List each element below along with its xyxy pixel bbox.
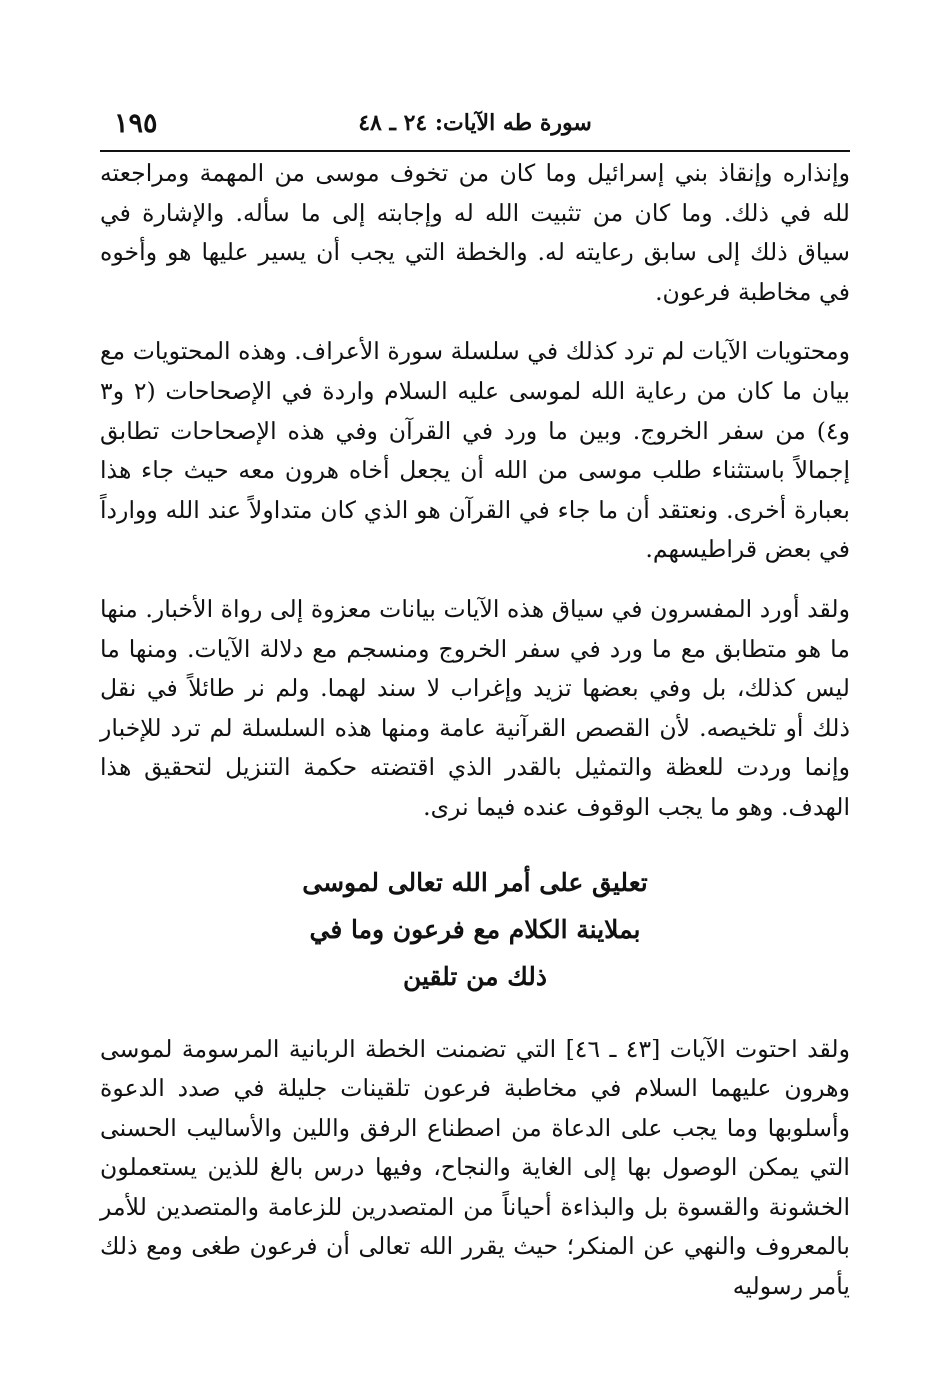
section-heading-line: بملاينة الكلام مع فرعون وما في	[309, 914, 641, 944]
paragraph: ومحتويات الآيات لم ترد كذلك في سلسلة سورة الأعراف. وهذه المحتويات مع بيان ما كان من رعاية الله لموسى عليه السلام واردة في الإصحاحات (٢ و٣ و٤) من سفر الخروج. وبين ما ورد في القرآن وفي هذه الإصحاحات تطابق إجمالاً باستثناء طلب موسى من الله أن يجعل أخاه هرون معه حيث جاء هذا بعبارة أخرى. ونعتقد أن ما جاء في القرآن هو الذي كان متداولاً عند الله ووارداً في بعض قراطيسهم.	[100, 337, 850, 564]
running-title: سورة طه الآيات: ٢٤ ـ ٤٨	[358, 110, 592, 136]
page-header	[100, 104, 850, 152]
page-body	[100, 154, 850, 1307]
page-number: ١٩٥	[114, 108, 158, 139]
paragraph: وإنذاره وإنقاذ بني إسرائيل وما كان من تخوف موسى من المهمة ومراجعته لله في ذلك. وما كان من تثبيت الله له وإجابته إلى ما سأله. والإشارة في سياق ذلك إلى سابق رعايته له. والخطة التي يجب أن يسير عليها هو وأخوه في مخاطبة فرعون.	[100, 159, 850, 306]
section-heading	[100, 859, 850, 1000]
section-heading-line: تعليق على أمر الله تعالى لموسى	[302, 867, 648, 897]
section-heading-line: ذلك من تلقين	[402, 961, 548, 991]
paragraph: ولقد احتوت الآيات [٤٣ ـ ٤٦] التي تضمنت الخطة الربانية المرسومة لموسى وهرون عليهما السلام في مخاطبة فرعون تلقينات جليلة في صدد الدعوة وأسلوبها وما يجب على الدعاة من اصطناع الرفق واللين والأساليب الحسنى التي يمكن الوصول بها إلى الغاية والنجاح، وفيها درس بالغ للذين يستعملون الخشونة والقسوة بل والبذاءة أحياناً من المتصدرين للزعامة والمتصدين للأمر بالمعروف والنهي عن المنكر؛ حيث يقرر الله تعالى أن فرعون طغى ومع ذلك يأمر رسوليه	[100, 1034, 850, 1301]
paragraph: ولقد أورد المفسرون في سياق هذه الآيات بيانات معزوة إلى رواة الأخبار. منها ما هو متطابق مع ما ورد في سفر الخروج ومنسجم مع دلالة الآيات. ومنها ما ليس كذلك، بل وفي بعضها تزيد وإغراب لا سند لهما. ولم نر طائلاً في نقل ذلك أو تلخيصه. لأن القصص القرآنية عامة ومنها هذه السلسلة لم ترد للإخبار وإنما وردت للعظة والتمثيل بالقدر الذي اقتضته حكمة التنزيل لتحقيق هذا الهدف. وهو ما يجب الوقوف عنده فيما نرى.	[100, 594, 850, 821]
